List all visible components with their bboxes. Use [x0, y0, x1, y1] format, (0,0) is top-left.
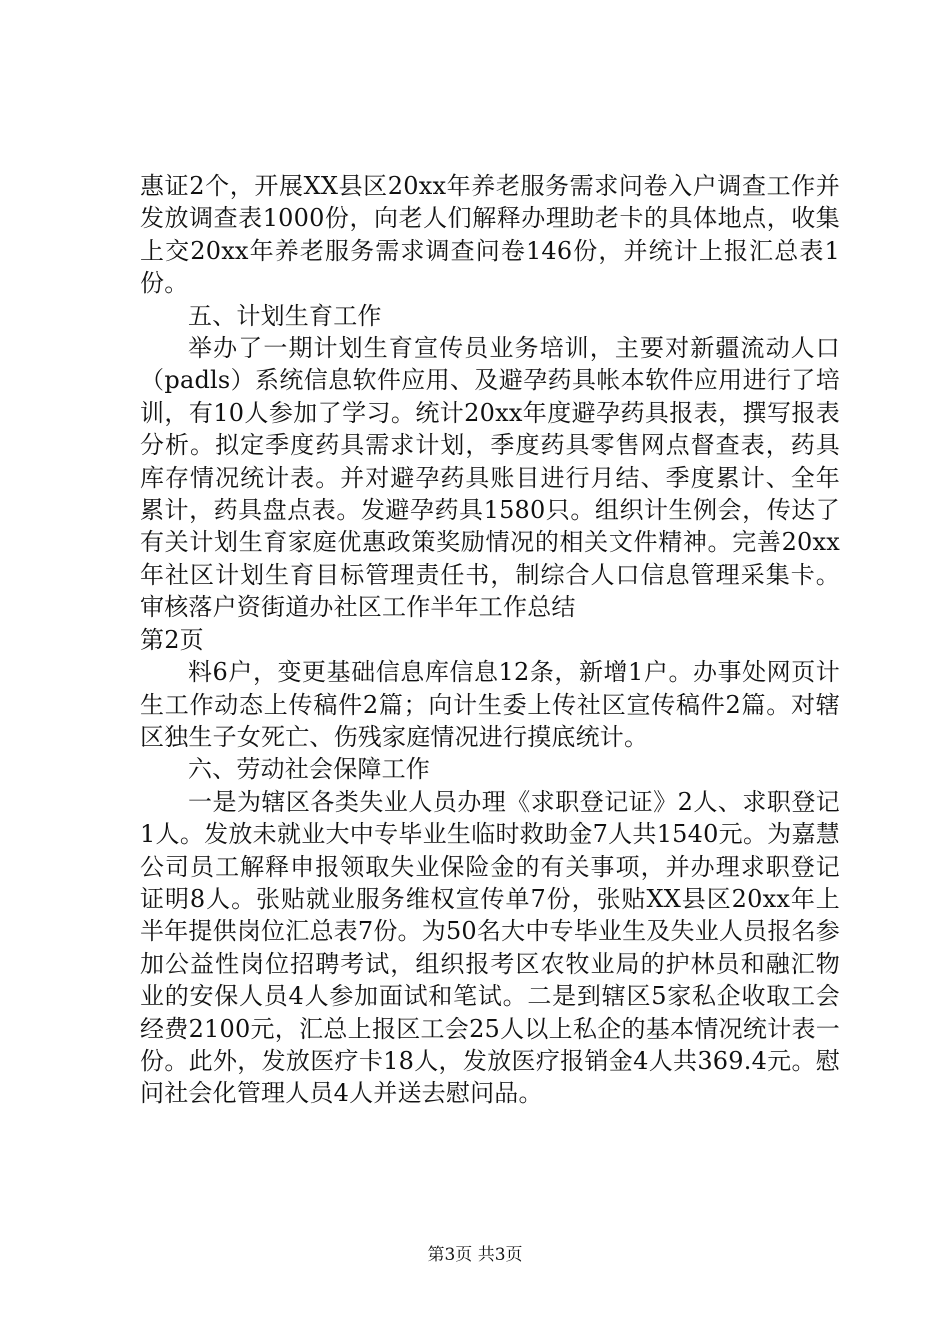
page-footer: [0, 1244, 950, 1266]
paragraph-family-planning: 举办了一期计划生育宣传员业务培训，主要对新疆流动人口（padls）系统信息软件应用、及避孕药具帐本软件应用进行了培训，有10人参加了学习。统计20xx年度避孕药具报表，撰写报表分析。拟定季度药具需求计划，季度药具零售网点督查表，药具库存情况统计表。并对避孕药具账目进行月结、季度累计、全年累计，药具盘点表。发避孕药具1580只。组织计生例会，传达了有关计划生育家庭优惠政策奖励情况的相关文件精神。完善20xx年社区计划生育目标管理责任书，制综合人口信息管理采集卡。审核落户资街道办社区工作半年工作总结: [140, 334, 840, 622]
paragraph-labor-security: 一是为辖区各类失业人员办理《求职登记证》2人、求职登记1人。发放未就业大中专毕业生临时救助金7人共1540元。为嘉慧公司员工解释申报领取失业保险金的有关事项，并办理求职登记证明8人。张贴就业服务维权宣传单7份，张贴XX县区20xx年上半年提供岗位汇总表7份。为50名大中专毕业生及失业人员报名参加公益性岗位招聘考试，组织报考区农牧业局的护林员和融汇物业的安保人员4人参加面试和笔试。二是到辖区5家私企收取工会经费2100元，汇总上报区工会25人以上私企的基本情况统计表一份。此外，发放医疗卡18人，发放医疗报销金4人共369.4元。慰问社会化管理人员4人并送去慰问品。: [140, 787, 840, 1108]
paragraph-elderly-services: 惠证2个，开展XX县区20xx年养老服务需求问卷入户调查工作并发放调查表1000份，向老人们解释办理助老卡的具体地点，收集上交20xx年养老服务需求调查问卷146份，并统计上报汇总表1份。: [140, 172, 840, 298]
inline-page-marker: 第2页: [140, 625, 204, 654]
section-heading-labor-security: 六、劳动社会保障工作: [188, 755, 430, 784]
footer-page-number: 第3页: [427, 1245, 473, 1265]
paragraph-records-update: 料6户，变更基础信息库信息12条，新增1户。办事处网页计生工作动态上传稿件2篇；向计生委上传社区宣传稿件2篇。对辖区独生子女死亡、伤残家庭情况进行摸底统计。: [140, 658, 840, 751]
footer-total-pages: 共3页: [477, 1245, 523, 1265]
document-body: [140, 170, 840, 1110]
section-heading-family-planning: 五、计划生育工作: [188, 301, 382, 330]
